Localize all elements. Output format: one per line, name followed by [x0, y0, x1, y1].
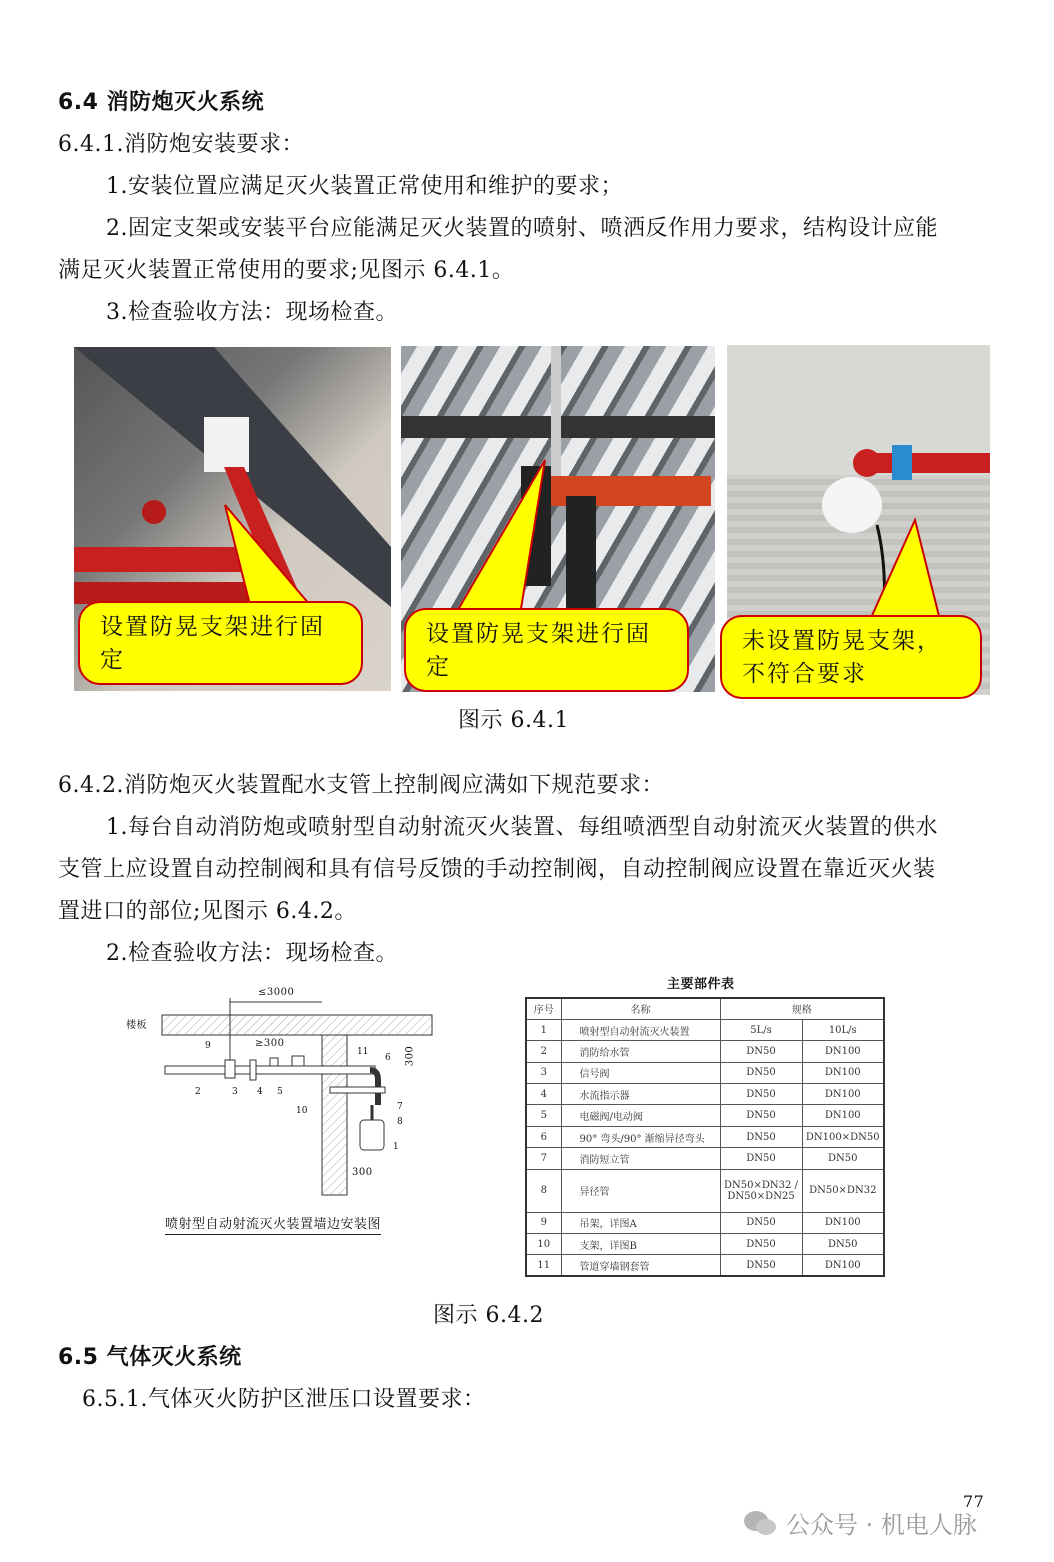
table-row [526, 1062, 884, 1083]
table-row [526, 1041, 884, 1062]
spec-a: DN50 [720, 1041, 802, 1062]
table-row [526, 1234, 884, 1255]
row-number: 8 [526, 1169, 561, 1212]
spec-b: DN100 [802, 1084, 884, 1105]
spec-a: DN50 [720, 1255, 802, 1276]
dimension-min: ≥300 [255, 1038, 285, 1049]
callout-braced-1: 设置防晃支架进行固定 [78, 601, 363, 685]
table-row [526, 1105, 884, 1126]
row-number: 11 [526, 1255, 561, 1276]
header-cell: 名称 [561, 998, 720, 1019]
diagram-title: 喷射型自动射流灭火装置墙边安装图 [165, 1216, 381, 1235]
part-name: 喷射型自动射流灭火装置 [561, 1019, 720, 1040]
requirement-1-cont2: 置进口的部位;见图示 6.4.2。 [58, 899, 357, 924]
parts-table [525, 997, 885, 1277]
row-number: 4 [526, 1084, 561, 1105]
figure-caption-6-4-2: 图示 6.4.2 [433, 1303, 544, 1328]
spec-b: DN100 [802, 1212, 884, 1233]
row-number: 2 [526, 1041, 561, 1062]
part-name: 支架，详图B [561, 1234, 720, 1255]
page-number: 77 [963, 1492, 985, 1511]
spec-a: 5L/s [720, 1019, 802, 1040]
spec-b: DN100 [802, 1041, 884, 1062]
subsection-6-4-1: 6.4.1.消防炮安装要求： [58, 132, 304, 157]
requirement-1: 1.每台自动消防炮或喷射型自动射流灭火装置、每组喷洒型自动射流灭火装置的供水 [106, 815, 938, 840]
part-name: 异径管 [561, 1169, 720, 1212]
table-row [526, 1169, 884, 1212]
table-header-row [526, 998, 884, 1019]
requirement-1-cont: 支管上应设置自动控制阀和具有信号反馈的手动控制阀，自动控制阀应设置在靠近灭火装 [58, 857, 936, 882]
requirement-2: 2.固定支架或安装平台应能满足灭火装置的喷射、喷洒反作用力要求，结构设计应能 [106, 216, 938, 241]
table-row [526, 1148, 884, 1169]
part-label: 3 [232, 1087, 238, 1097]
part-name: 水流指示器 [561, 1084, 720, 1105]
spec-b: DN100 [802, 1062, 884, 1083]
callout-braced-2: 设置防晃支架进行固定 [404, 608, 689, 692]
dimension-max: ≤3000 [258, 987, 295, 998]
part-label: 11 [357, 1047, 369, 1057]
spec-b: DN100 [802, 1255, 884, 1276]
spec-a: DN50 [720, 1234, 802, 1255]
spec-b: DN50 [802, 1234, 884, 1255]
spec-b: DN100×DN50 [802, 1126, 884, 1147]
row-number: 5 [526, 1105, 561, 1126]
row-number: 3 [526, 1062, 561, 1083]
part-name: 信号阀 [561, 1062, 720, 1083]
watermark-text: 公众号 · 机电人脉 [786, 1511, 977, 1539]
part-label: 8 [397, 1117, 403, 1127]
table-row [526, 1212, 884, 1233]
table-row [526, 1126, 884, 1147]
spec-a: DN50 [720, 1126, 802, 1147]
part-label: 7 [397, 1102, 403, 1112]
part-label: 4 [257, 1087, 263, 1097]
part-name: 消防给水管 [561, 1041, 720, 1062]
spec-a: DN50 [720, 1062, 802, 1083]
row-number: 7 [526, 1148, 561, 1169]
part-name: 管道穿墙钢套管 [561, 1255, 720, 1276]
spec-b: DN100 [802, 1105, 884, 1126]
part-label: 9 [205, 1041, 211, 1051]
parts-table-title: 主要部件表 [667, 977, 735, 992]
part-name: 消防短立管 [561, 1148, 720, 1169]
requirement-2: 2.检查验收方法：现场检查。 [106, 941, 398, 966]
figure-caption-6-4-1: 图示 6.4.1 [458, 708, 569, 733]
header-cell: 序号 [526, 998, 561, 1019]
spec-b: DN50×DN32 [802, 1169, 884, 1212]
requirement-1: 1.安装位置应满足灭火装置正常使用和维护的要求； [106, 174, 623, 199]
requirement-3: 3.检查验收方法：现场检查。 [106, 300, 398, 325]
callout-unbraced: 未设置防晃支架，不符合要求 [720, 615, 982, 699]
spec-a: DN50 [720, 1148, 802, 1169]
section-heading-6-5: 6.5 气体灭火系统 [58, 1345, 242, 1370]
row-number: 1 [526, 1019, 561, 1040]
requirement-2-cont: 满足灭火装置正常使用的要求;见图示 6.4.1。 [58, 258, 515, 283]
subsection-6-5-1: 6.5.1.气体灭火防护区泄压口设置要求： [82, 1387, 486, 1412]
spec-a: DN50 [720, 1105, 802, 1126]
dimension-wall: 300 [352, 1167, 373, 1178]
row-number: 10 [526, 1234, 561, 1255]
row-number: 9 [526, 1212, 561, 1233]
spec-b: 10L/s [802, 1019, 884, 1040]
spec-b: DN50 [802, 1148, 884, 1169]
spec-a: DN50×DN32 / DN50×DN25 [720, 1169, 802, 1212]
part-label: 10 [296, 1106, 308, 1116]
wechat-icon [742, 1509, 778, 1537]
watermark [742, 1505, 977, 1540]
spec-a: DN50 [720, 1084, 802, 1105]
row-number: 6 [526, 1126, 561, 1147]
part-label: 2 [195, 1087, 201, 1097]
part-label: 1 [393, 1142, 399, 1152]
table-row [526, 1255, 884, 1276]
header-cell: 规格 [720, 998, 884, 1019]
table-row [526, 1019, 884, 1040]
spec-a: DN50 [720, 1212, 802, 1233]
slab-label: 楼板 [126, 1020, 147, 1031]
subsection-6-4-2: 6.4.2.消防炮灭火装置配水支管上控制阀应满如下规范要求： [58, 773, 664, 798]
part-name: 90° 弯头/90° 渐缩异径弯头 [561, 1126, 720, 1147]
table-row [526, 1084, 884, 1105]
section-heading-6-4: 6.4 消防炮灭火系统 [58, 90, 265, 115]
part-label: 5 [277, 1087, 283, 1097]
part-name: 电磁阀/电动阀 [561, 1105, 720, 1126]
dimension-vertical: 300 [404, 1045, 416, 1067]
part-name: 吊架，详图A [561, 1212, 720, 1233]
part-label: 6 [385, 1053, 391, 1063]
